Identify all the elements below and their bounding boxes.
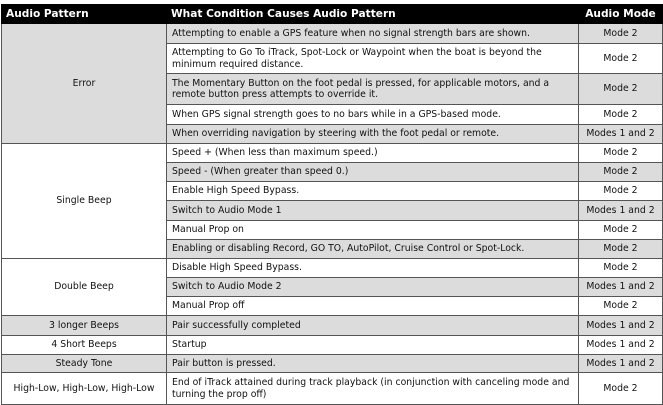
mode-cell: Mode 2: [579, 144, 663, 163]
pattern-cell: 4 Short Beeps: [2, 336, 167, 355]
header-audio-mode: Audio Mode: [579, 5, 663, 24]
table-row: [2, 355, 663, 373]
pattern-cell: 3 longer Beeps: [2, 316, 167, 336]
pattern-cell: High-Low, High-Low, High-Low: [2, 373, 167, 405]
condition-cell: When GPS signal strength goes to no bars while in a GPS-based mode.: [167, 105, 579, 125]
condition-cell: Switch to Audio Mode 2: [167, 278, 579, 297]
mode-cell: Modes 1 and 2: [579, 336, 663, 355]
header-condition: What Condition Causes Audio Pattern: [167, 5, 579, 24]
condition-cell: Enabling or disabling Record, GO TO, AutoPilot, Cruise Control or Spot-Lock.: [167, 240, 579, 259]
header-audio-pattern: Audio Pattern: [2, 5, 167, 24]
mode-cell: Mode 2: [579, 44, 663, 74]
mode-cell: Mode 2: [579, 105, 663, 125]
mode-cell: Mode 2: [579, 182, 663, 201]
condition-cell: Speed + (When less than maximum speed.): [167, 144, 579, 163]
condition-cell: Manual Prop off: [167, 297, 579, 316]
mode-cell: Mode 2: [579, 24, 663, 44]
mode-cell: Modes 1 and 2: [579, 316, 663, 336]
audio-pattern-table: [1, 4, 663, 405]
mode-cell: Mode 2: [579, 297, 663, 316]
pattern-cell: Single Beep: [2, 144, 167, 259]
mode-cell: Mode 2: [579, 373, 663, 405]
mode-cell: Mode 2: [579, 259, 663, 278]
pattern-cell: Error: [2, 24, 167, 144]
pattern-cell: Steady Tone: [2, 355, 167, 373]
mode-cell: Modes 1 and 2: [579, 201, 663, 221]
condition-cell: The Momentary Button on the foot pedal is pressed, for applicable motors, and a remote button press attempts to override it.: [167, 74, 579, 105]
mode-cell: Mode 2: [579, 221, 663, 240]
condition-cell: Switch to Audio Mode 1: [167, 201, 579, 221]
table-row: [2, 336, 663, 355]
mode-cell: Modes 1 and 2: [579, 278, 663, 297]
table-row: [2, 24, 663, 44]
condition-cell: Pair button is pressed.: [167, 355, 579, 373]
condition-cell: Speed - (When greater than speed 0.): [167, 163, 579, 182]
condition-cell: End of iTrack attained during track playback (in conjunction with canceling mode and turning the prop off): [167, 373, 579, 405]
table-row: [2, 259, 663, 278]
pattern-cell: Double Beep: [2, 259, 167, 316]
condition-cell: Attempting to Go To iTrack, Spot-Lock or Waypoint when the boat is beyond the minimum required distance.: [167, 44, 579, 74]
mode-cell: Mode 2: [579, 163, 663, 182]
condition-cell: Manual Prop on: [167, 221, 579, 240]
condition-cell: Enable High Speed Bypass.: [167, 182, 579, 201]
table-row: [2, 316, 663, 336]
mode-cell: Mode 2: [579, 240, 663, 259]
condition-cell: Pair successfully completed: [167, 316, 579, 336]
condition-cell: Startup: [167, 336, 579, 355]
table-row: [2, 373, 663, 405]
condition-cell: When overriding navigation by steering with the foot pedal or remote.: [167, 125, 579, 144]
table-row: [2, 144, 663, 163]
condition-cell: Attempting to enable a GPS feature when no signal strength bars are shown.: [167, 24, 579, 44]
mode-cell: Modes 1 and 2: [579, 125, 663, 144]
condition-cell: Disable High Speed Bypass.: [167, 259, 579, 278]
mode-cell: Mode 2: [579, 74, 663, 105]
table-header-row: [2, 5, 663, 24]
mode-cell: Modes 1 and 2: [579, 355, 663, 373]
